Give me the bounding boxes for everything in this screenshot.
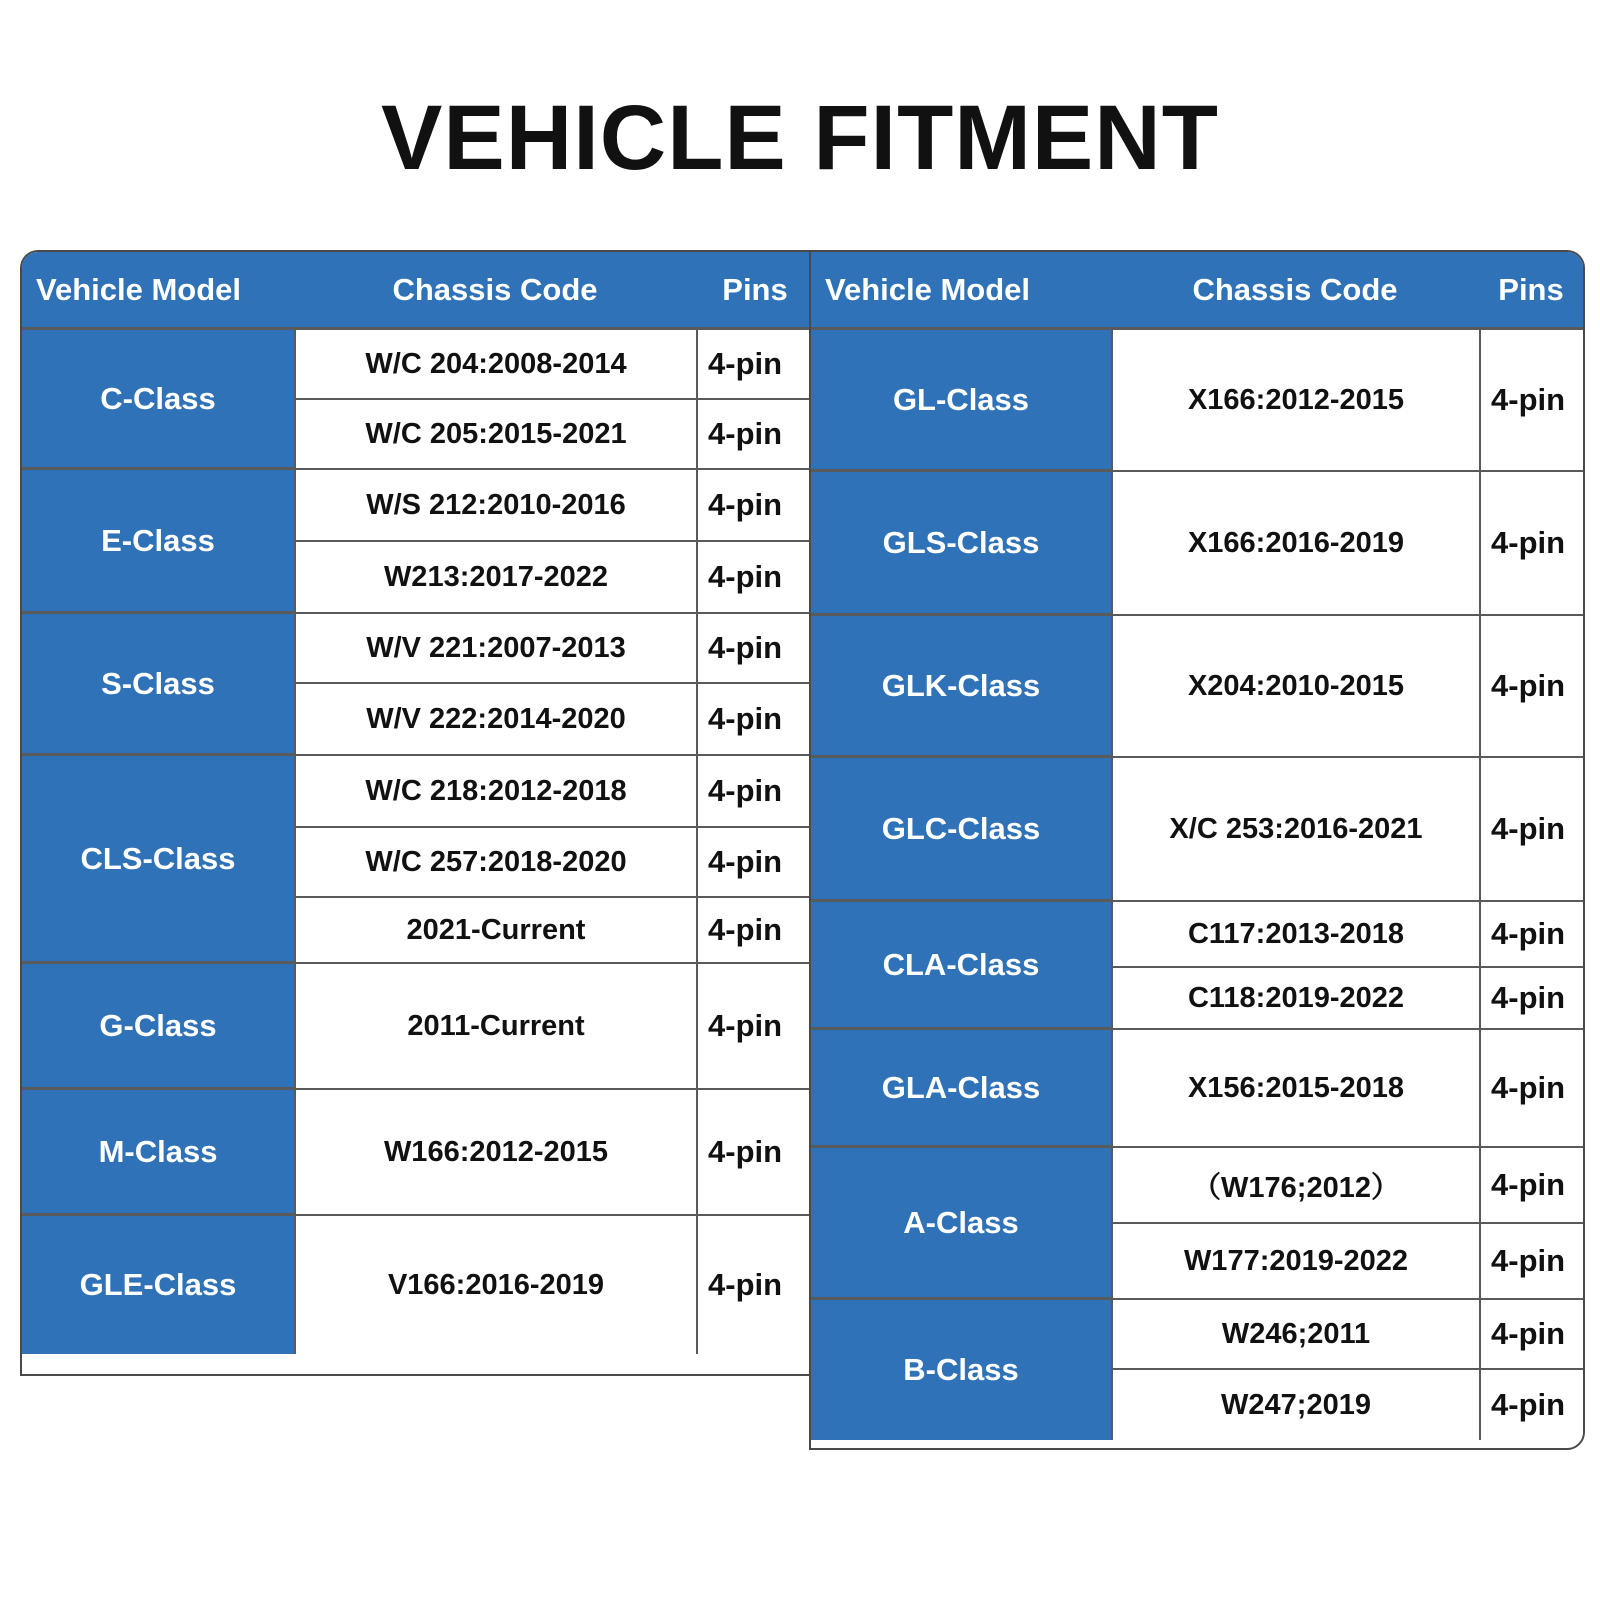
pins-cell: 4-pin bbox=[1479, 472, 1583, 616]
vehicle-model-cell: E-Class bbox=[22, 470, 294, 614]
pins-cell: 4-pin bbox=[1479, 1224, 1583, 1300]
pins-cell: 4-pin bbox=[1479, 1370, 1583, 1440]
pins-cell: 4-pin bbox=[1479, 1148, 1583, 1224]
chassis-code-cell: W/C 257:2018-2020 bbox=[294, 828, 696, 898]
chassis-code-cell: （W176;2012） bbox=[1111, 1148, 1479, 1224]
vehicle-model-cell: S-Class bbox=[22, 614, 294, 756]
chassis-code-cell: X156:2015-2018 bbox=[1111, 1030, 1479, 1148]
vehicle-model-cell: GLK-Class bbox=[811, 616, 1111, 758]
pins-cell: 4-pin bbox=[1479, 1300, 1583, 1370]
pins-cell: 4-pin bbox=[1479, 758, 1583, 902]
pins-cell: 4-pin bbox=[696, 1216, 814, 1354]
page-title: VEHICLE FITMENT bbox=[381, 87, 1219, 189]
vehicle-model-cell: C-Class bbox=[22, 330, 294, 470]
chassis-code-cell: 2011-Current bbox=[294, 964, 696, 1090]
pins-cell: 4-pin bbox=[1479, 1030, 1583, 1148]
chassis-code-cell: W/V 222:2014-2020 bbox=[294, 684, 696, 756]
chassis-code-cell: C118:2019-2022 bbox=[1111, 968, 1479, 1030]
pins-cell: 4-pin bbox=[1479, 902, 1583, 968]
chassis-code-cell: W166:2012-2015 bbox=[294, 1090, 696, 1216]
pins-cell: 4-pin bbox=[696, 898, 814, 964]
pins-cell: 4-pin bbox=[696, 684, 814, 756]
pins-cell: 4-pin bbox=[1479, 616, 1583, 758]
pins-cell: 4-pin bbox=[696, 614, 814, 684]
vehicle-model-cell: GLE-Class bbox=[22, 1216, 294, 1354]
column-header-pins: Pins bbox=[1479, 252, 1583, 330]
chassis-code-cell: X204:2010-2015 bbox=[1111, 616, 1479, 758]
pins-cell: 4-pin bbox=[696, 964, 814, 1090]
chassis-code-cell: X166:2012-2015 bbox=[1111, 330, 1479, 472]
pins-cell: 4-pin bbox=[696, 470, 814, 542]
fitment-table-right bbox=[809, 250, 1585, 1450]
vehicle-model-cell: G-Class bbox=[22, 964, 294, 1090]
chassis-code-cell: W/S 212:2010-2016 bbox=[294, 470, 696, 542]
chassis-code-cell: W213:2017-2022 bbox=[294, 542, 696, 614]
chassis-code-cell: V166:2016-2019 bbox=[294, 1216, 696, 1354]
pins-cell: 4-pin bbox=[696, 1090, 814, 1216]
column-header-pins: Pins bbox=[696, 252, 814, 330]
pins-cell: 4-pin bbox=[1479, 330, 1583, 472]
chassis-code-cell: W177:2019-2022 bbox=[1111, 1224, 1479, 1300]
chassis-code-cell: W/V 221:2007-2013 bbox=[294, 614, 696, 684]
chassis-code-cell: W246;2011 bbox=[1111, 1300, 1479, 1370]
vehicle-model-cell: GLS-Class bbox=[811, 472, 1111, 616]
vehicle-model-cell: GLA-Class bbox=[811, 1030, 1111, 1148]
pins-cell: 4-pin bbox=[696, 330, 814, 400]
fitment-table-left bbox=[20, 250, 814, 1376]
pins-cell: 4-pin bbox=[1479, 968, 1583, 1030]
vehicle-model-cell: GLC-Class bbox=[811, 758, 1111, 902]
chassis-code-cell: W/C 205:2015-2021 bbox=[294, 400, 696, 470]
chassis-code-cell: 2021-Current bbox=[294, 898, 696, 964]
vehicle-model-cell: GL-Class bbox=[811, 330, 1111, 472]
pins-cell: 4-pin bbox=[696, 400, 814, 470]
vehicle-model-cell: M-Class bbox=[22, 1090, 294, 1216]
vehicle-model-cell: CLA-Class bbox=[811, 902, 1111, 1030]
pins-cell: 4-pin bbox=[696, 828, 814, 898]
column-header-chassis: Chassis Code bbox=[294, 252, 696, 330]
column-header-chassis: Chassis Code bbox=[1111, 252, 1479, 330]
chassis-code-cell: C117:2013-2018 bbox=[1111, 902, 1479, 968]
chassis-code-cell: X166:2016-2019 bbox=[1111, 472, 1479, 616]
column-header-model: Vehicle Model bbox=[811, 252, 1111, 330]
chassis-code-cell: W/C 204:2008-2014 bbox=[294, 330, 696, 400]
vehicle-model-cell: CLS-Class bbox=[22, 756, 294, 964]
chassis-code-cell: W247;2019 bbox=[1111, 1370, 1479, 1440]
vehicle-model-cell: B-Class bbox=[811, 1300, 1111, 1440]
pins-cell: 4-pin bbox=[696, 542, 814, 614]
column-header-model: Vehicle Model bbox=[22, 252, 294, 330]
pins-cell: 4-pin bbox=[696, 756, 814, 828]
chassis-code-cell: X/C 253:2016-2021 bbox=[1111, 758, 1479, 902]
vehicle-model-cell: A-Class bbox=[811, 1148, 1111, 1300]
chassis-code-cell: W/C 218:2012-2018 bbox=[294, 756, 696, 828]
